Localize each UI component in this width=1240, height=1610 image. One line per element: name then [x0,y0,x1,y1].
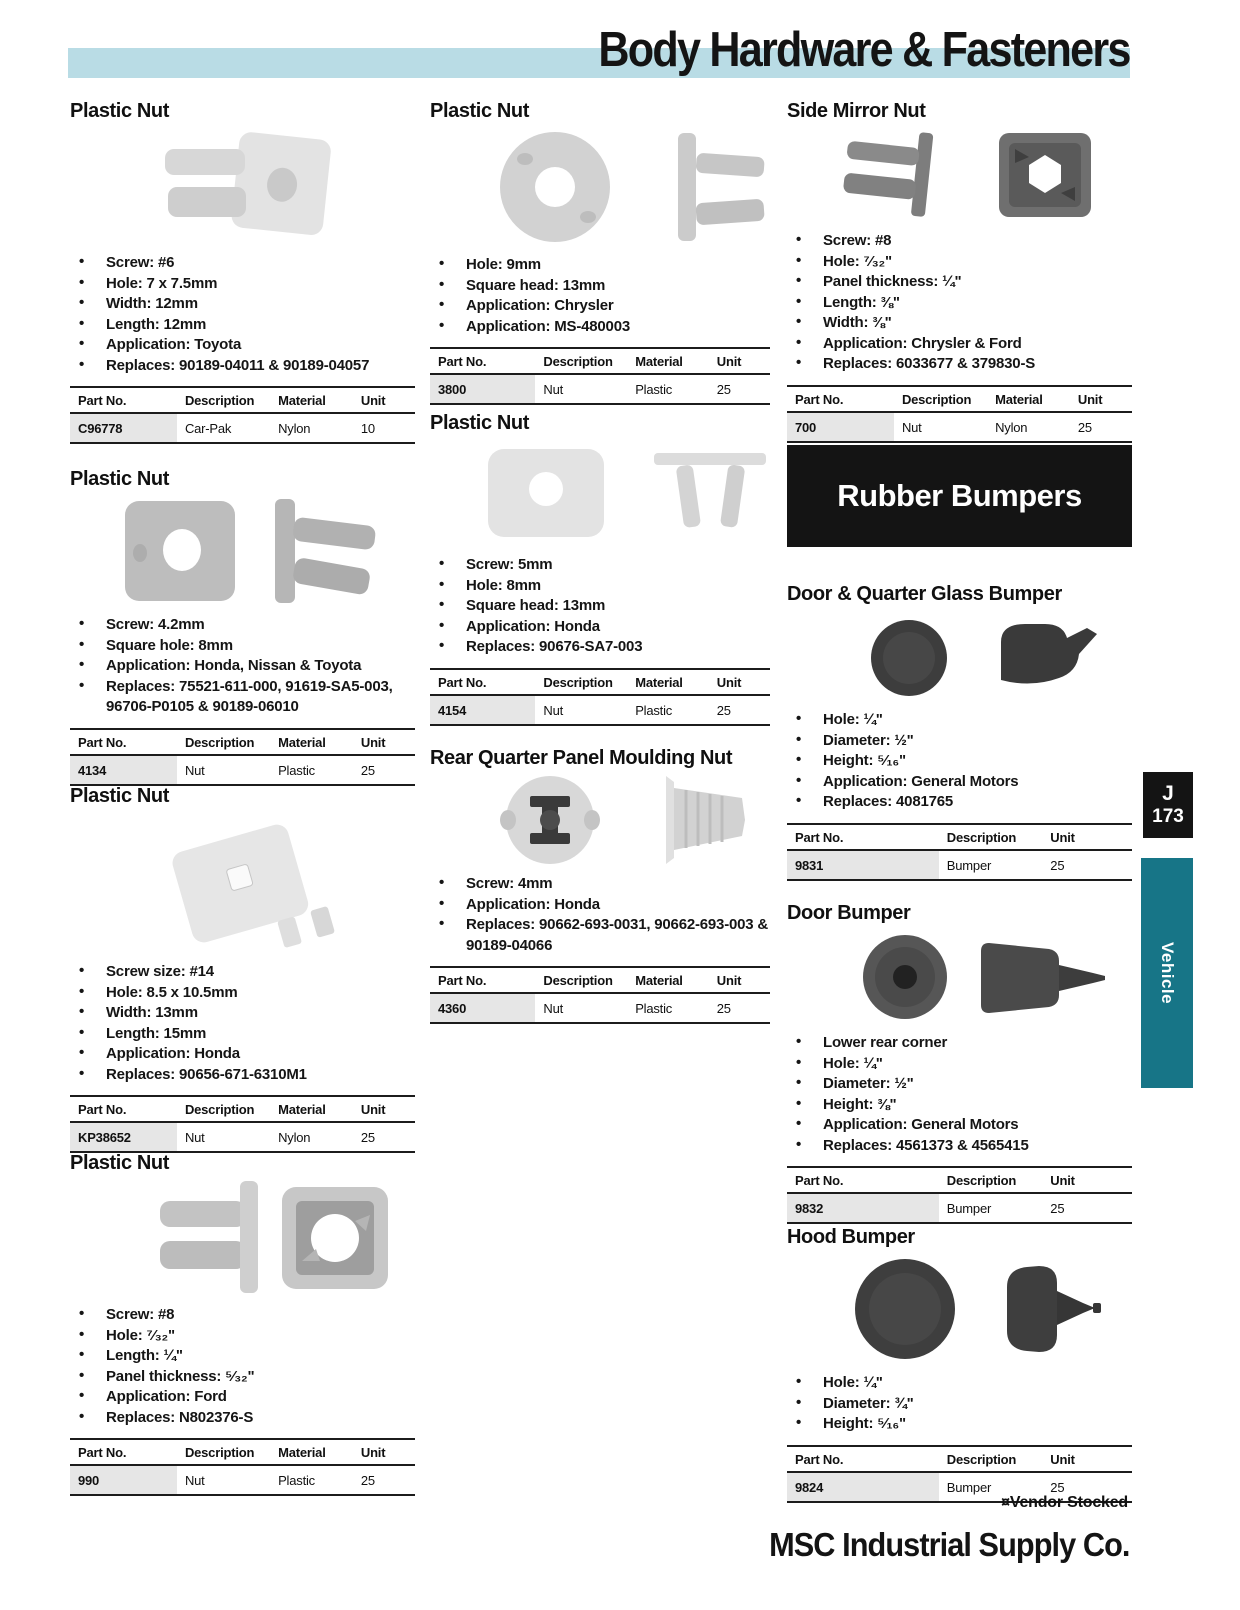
spec-item: • Diameter: ½" [787,1074,1132,1095]
col-header-material: Material [278,393,326,408]
col-header-part: Part No. [795,1451,844,1467]
part-unit: 25 [1050,1479,1065,1495]
middle-column [430,96,770,1096]
col-header-unit: Unit [1050,1451,1075,1467]
spec-item: • Height: ⁵⁄₁₆" [787,751,1132,772]
col-header-part: Part No. [438,354,487,369]
product-title: Plastic Nut [430,412,529,434]
part-unit: 25 [1077,419,1092,435]
side-mirror-nut-photo [787,127,1132,223]
door-bumper-photo [787,929,1132,1025]
col-header-unit: Unit [360,1445,386,1460]
spec-list [70,1305,415,1428]
col-header-part: Part No. [78,393,127,408]
product-title: Plastic Nut [70,468,169,490]
rubber-bumpers-banner [787,445,1132,547]
part-number: 9831 [787,851,939,879]
spec-item: • Hole: 8.5 x 10.5mm [70,983,415,1004]
product-title: Plastic Nut [70,100,169,122]
product-title: Plastic Nut [430,100,529,122]
parts-table [787,385,1132,443]
moulding-nut-photo [430,774,770,866]
spec-list [430,255,770,337]
col-header-unit: Unit [1077,391,1103,407]
spec-item: • Height: ⅜" [787,1095,1132,1116]
spec-item: • Application: General Motors [787,1115,1132,1136]
product-title: Door Bumper [787,902,911,924]
spec-item: • Replaces: 75521-611-000, 91619-SA5-003, 96706-P0105 & 90189-06010 [70,677,415,718]
table-header-row [787,387,1132,413]
table-header-row [787,1168,1132,1194]
part-material: Plastic [278,762,315,778]
vehicle-section-tab [1141,858,1193,1088]
col-header-part: Part No. [438,674,487,690]
spec-item: • Application: Honda [430,617,770,638]
spec-item: • Replaces: 90662-693-0031, 90662-693-003 & 90189-04066 [430,915,770,956]
plastic-nut-photo [70,127,415,245]
spec-list [430,555,770,658]
part-material: Plastic [635,1001,673,1016]
spec-list [787,710,1132,813]
col-header-unit: Unit [360,393,386,408]
spec-item: • Screw: 5mm [430,555,770,576]
spec-item: • Length: ¼" [70,1346,415,1367]
part-number: 4154 [430,696,535,724]
spec-item: • Hole: 8mm [430,576,770,597]
plastic-nut-illustration [70,1179,415,1297]
page-title: Body Hardware & Fasteners [598,23,1130,77]
part-description: Bumper [946,857,992,873]
product-section-plastic-nut-5 [430,100,770,405]
spec-item: • Length: ⅜" [787,293,1132,314]
spec-list [70,615,415,718]
spec-item: • Hole: ¼" [787,710,1132,731]
part-material: Nylon [278,421,311,436]
table-row [70,1123,415,1151]
spec-item: • Hole: ¼" [787,1373,1132,1394]
spec-item: • Width: ⅜" [787,313,1132,334]
part-number: 700 [787,413,894,441]
col-header-description: Description [946,1451,1017,1467]
table-header-row [430,349,770,375]
col-header-unit: Unit [1050,1173,1075,1188]
table-row [70,756,415,784]
part-description: Bumper [946,1479,992,1495]
spec-item: • Screw: #8 [787,231,1132,252]
spec-item: • Length: 15mm [70,1024,415,1045]
spec-item: • Replaces: 4081765 [787,792,1132,813]
product-section-door-quarter-glass-bumper [787,583,1132,881]
part-description: Nut [901,419,922,435]
col-header-unit: Unit [360,1102,386,1117]
plastic-nut-illustration [430,439,770,547]
parts-table [787,1166,1132,1224]
plastic-nut-illustration [70,812,415,954]
col-header-part: Part No. [438,973,487,988]
table-row [787,413,1132,441]
part-number: 4360 [430,994,535,1022]
part-description: Car-Pak [184,421,232,436]
part-unit: 25 [360,762,375,778]
product-section-plastic-nut-3 [70,785,415,1153]
spec-item: • Width: 12mm [70,294,415,315]
plastic-nut-photo [430,439,770,547]
parts-table [70,728,415,786]
plastic-nut-photo [70,812,415,954]
part-description: Nut [543,1001,564,1016]
col-header-unit: Unit [1050,829,1075,845]
part-number: 9824 [787,1473,939,1501]
product-title: Plastic Nut [70,1152,169,1174]
spec-list [430,874,770,956]
parts-table [430,668,770,726]
col-header-description: Description [946,1173,1017,1188]
spec-item: • Square head: 13mm [430,276,770,297]
part-number: 4134 [70,756,177,784]
spec-item: • Application: Chrysler [430,296,770,317]
spec-item: • Lower rear corner [787,1033,1132,1054]
table-header-row [787,1447,1132,1473]
part-number: 3800 [430,375,535,403]
part-number: C96778 [70,414,177,442]
parts-table [70,386,415,444]
table-header-row [70,1097,415,1123]
col-header-unit: Unit [360,734,386,750]
col-header-material: Material [278,734,326,750]
plastic-nut-illustration [70,495,415,607]
part-number: KP38652 [70,1123,177,1151]
table-header-row [787,825,1132,851]
page-index-tab [1143,772,1193,838]
col-header-description: Description [184,1102,255,1117]
col-header-description: Description [184,734,255,750]
left-column [70,96,415,1546]
spec-item: • Panel thickness: ¼" [787,272,1132,293]
table-header-row [70,730,415,756]
col-header-unit: Unit [716,354,742,369]
spec-item: • Application: Honda, Nissan & Toyota [70,656,415,677]
col-header-material: Material [278,1102,326,1117]
spec-item: • Hole: ⁷⁄₃₂" [787,252,1132,273]
table-header-row [430,670,770,696]
plastic-nut-photo [430,127,770,247]
table-row [430,375,770,403]
col-header-material: Material [635,973,683,988]
spec-item: • Replaces: 90189-04011 & 90189-04057 [70,356,415,377]
glass-bumper-photo [787,610,1132,702]
part-description: Nut [184,762,205,778]
table-row [430,696,770,724]
col-header-description: Description [543,973,613,988]
spec-item: • Hole: 9mm [430,255,770,276]
spec-item: • Replaces: 4561373 & 4565415 [787,1136,1132,1157]
col-header-material: Material [995,391,1043,407]
vehicle-tab-label: Vehicle [1158,941,1177,1005]
spec-list [787,1373,1132,1435]
product-section-rear-quarter-nut [430,747,770,1024]
product-section-plastic-nut-6 [430,412,770,726]
col-header-description: Description [543,354,613,369]
spec-item: • Square head: 13mm [430,596,770,617]
product-section-door-bumper [787,902,1132,1224]
banner-title: Rubber Bumpers [837,478,1082,513]
plastic-nut-illustration [430,127,770,247]
col-header-part: Part No. [78,1102,127,1117]
spec-item: • Diameter: ½" [787,731,1132,752]
table-row [430,994,770,1022]
spec-item: • Replaces: 90656-671-6310M1 [70,1065,415,1086]
parts-table [430,966,770,1024]
spec-item: • Screw: #8 [70,1305,415,1326]
hood-bumper-photo [787,1253,1132,1365]
part-description: Nut [184,1473,205,1488]
spec-item: • Application: Chrysler & Ford [787,334,1132,355]
spec-item: • Diameter: ¾" [787,1394,1132,1415]
spec-item: • Screw: 4.2mm [70,615,415,636]
spec-item: • Screw: 4mm [430,874,770,895]
spec-item: • Replaces: 6033677 & 379830-S [787,354,1132,375]
parts-table [70,1438,415,1496]
product-section-plastic-nut-2 [70,468,415,786]
part-material: Nylon [995,419,1028,435]
spec-item: • Application: Honda [430,895,770,916]
spec-list [70,962,415,1085]
table-row [787,1194,1132,1222]
side-mirror-nut-illustration [787,127,1132,223]
col-header-part: Part No. [795,829,844,845]
plastic-nut-photo [70,495,415,607]
table-header-row [70,1440,415,1466]
product-title: Door & Quarter Glass Bumper [787,583,1062,605]
product-section-plastic-nut-4 [70,1152,415,1496]
plastic-nut-illustration [70,127,415,245]
table-header-row [70,388,415,414]
table-row [70,414,415,442]
part-unit: 25 [1050,857,1065,873]
parts-table [787,823,1132,881]
spec-item: • Square hole: 8mm [70,636,415,657]
part-material: Nylon [278,1130,311,1145]
part-number: 9832 [787,1194,939,1222]
spec-item: • Replaces: N802376-S [70,1408,415,1429]
col-header-description: Description [184,1445,255,1460]
part-number: 990 [70,1466,177,1494]
part-unit: 25 [716,1001,731,1016]
table-row [787,851,1132,879]
col-header-part: Part No. [78,734,127,750]
part-description: Nut [184,1130,205,1145]
tab-letter: J [1162,782,1174,805]
spec-list [787,231,1132,375]
part-description: Bumper [946,1201,992,1216]
col-header-unit: Unit [716,973,742,988]
company-brand: MSC Industrial Supply Co. [769,1526,1130,1563]
part-description: Nut [543,382,564,397]
parts-table [70,1095,415,1153]
spec-item: • Hole: ⁷⁄₃₂" [70,1326,415,1347]
spec-list [70,253,415,376]
part-unit: 25 [360,1130,375,1145]
part-description: Nut [543,702,564,718]
col-header-material: Material [635,674,683,690]
product-section-plastic-nut-1 [70,100,415,444]
spec-item: • Application: MS-480003 [430,317,770,338]
spec-item: • Screw: #6 [70,253,415,274]
spec-item: • Screw size: #14 [70,962,415,983]
spec-item: • Application: Honda [70,1044,415,1065]
spec-item: • Application: Ford [70,1387,415,1408]
product-section-side-mirror-nut [787,100,1132,443]
tab-number: 173 [1152,806,1184,828]
door-bumper-illustration [787,929,1132,1025]
spec-item: • Height: ⁵⁄₁₆" [787,1414,1132,1435]
spec-item: • Application: General Motors [787,772,1132,793]
part-material: Plastic [635,382,673,397]
col-header-material: Material [635,354,683,369]
spec-list [787,1033,1132,1156]
col-header-description: Description [901,391,972,407]
spec-item: • Hole: ¼" [787,1054,1132,1075]
col-header-description: Description [184,393,255,408]
spec-item: • Width: 13mm [70,1003,415,1024]
part-unit: 25 [1050,1201,1065,1216]
product-title: Rear Quarter Panel Moulding Nut [430,747,733,769]
spec-item: • Application: Toyota [70,335,415,356]
col-header-part: Part No. [78,1445,127,1460]
col-header-part: Part No. [795,391,844,407]
glass-bumper-illustration [787,610,1132,702]
product-title: Side Mirror Nut [787,100,926,122]
part-unit: 25 [360,1473,375,1488]
product-title: Plastic Nut [70,785,169,807]
part-material: Plastic [635,702,673,718]
table-header-row [430,968,770,994]
part-unit: 10 [360,421,375,436]
part-unit: 25 [716,382,731,397]
table-row [70,1466,415,1494]
part-material: Plastic [278,1473,315,1488]
part-unit: 25 [716,702,731,718]
parts-table [430,347,770,405]
product-title: Hood Bumper [787,1226,915,1248]
col-header-unit: Unit [716,674,742,690]
spec-item: • Length: 12mm [70,315,415,336]
spec-item: • Panel thickness: ⁵⁄₃₂" [70,1367,415,1388]
col-header-material: Material [278,1445,326,1460]
vendor-stocked-note: ¤Vendor Stocked [1001,1494,1128,1511]
product-section-hood-bumper [787,1226,1132,1503]
moulding-nut-illustration [430,774,770,866]
plastic-nut-photo [70,1179,415,1297]
right-column [787,96,1132,1516]
spec-item: • Hole: 7 x 7.5mm [70,274,415,295]
col-header-part: Part No. [795,1173,844,1188]
hood-bumper-illustration [787,1253,1132,1365]
spec-item: • Replaces: 90676-SA7-003 [430,637,770,658]
col-header-description: Description [543,674,613,690]
col-header-description: Description [946,829,1017,845]
